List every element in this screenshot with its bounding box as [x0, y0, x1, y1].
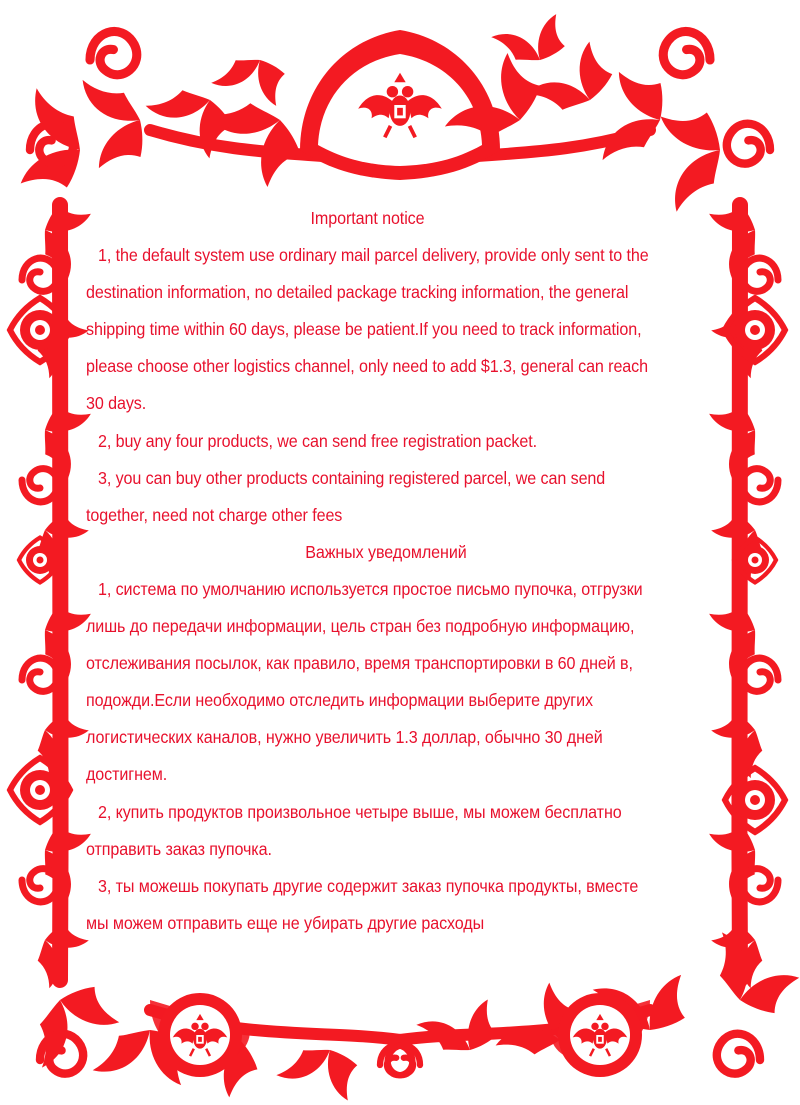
- notice-item-ru-3: 3, ты можешь покупать другие содержит заказ пупочка продукты, вместе мы можем отправить еще не убирать другие расходы: [86, 875, 639, 933]
- notice-item-en-1: 1, the default system use ordinary mail parcel delivery, provide only sent to the destination information, no detailed package tracking information, the general shipping time within 60 days, please be patient.If you need to track information, please choose other logistics channel, only need to add $1.3, general can reach 30 days.: [86, 245, 649, 414]
- notice-item-en-2: 2, buy any four products, we can send free registration packet.: [97, 430, 537, 451]
- notice-title-ru: Важных уведомлений: [305, 541, 467, 562]
- notice-item-ru-2: 2, купить продуктов произвольное четыре выше, мы можем бесплатно отправить заказ пупочка.: [86, 801, 622, 859]
- notice-item-ru-1: 1, система по умолчанию используется простое письмо пупочка, отгрузки лишь до передачи информации, цель стран без подробную информацию, отслеживания посылок, как правило, время транспортировки в 60 дней в, подожди.Если необходимо отследить информации выберите других логистических каналов, нужно увеличить 1.3 доллар, обычно 30 дней достигнем.: [86, 578, 643, 785]
- notice-text-block: [86, 200, 649, 942]
- notice-title-en: Important notice: [310, 208, 425, 228]
- notice-item-en-3: 3, you can buy other products containing registered parcel, we can send together, need not charge other fees: [86, 467, 606, 525]
